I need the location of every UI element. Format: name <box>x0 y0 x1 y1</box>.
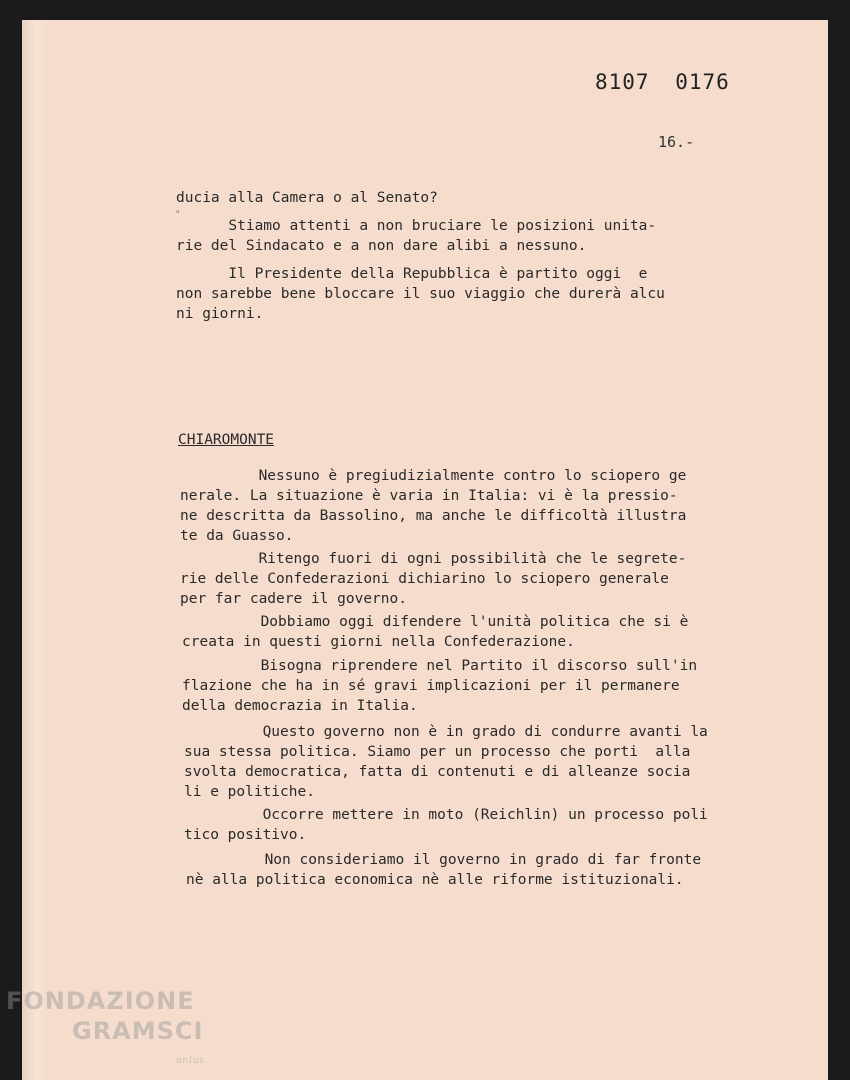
intro-line: Stiamo attenti a non bruciare le posizioni unita- <box>176 218 657 234</box>
paragraph-line: per far cadere il governo. <box>180 591 407 607</box>
paragraph-line: Bisogna riprendere nel Partito il discorso sull'in <box>182 658 698 674</box>
paragraph-line: della democrazia in Italia. <box>182 698 418 714</box>
paragraph-line: nerale. La situazione è varia in Italia: vi è la pressio- <box>180 488 678 504</box>
watermark-line: GRAMSCI <box>72 1017 204 1045</box>
intro-line: Il Presidente della Repubblica è partito oggi e <box>176 266 648 282</box>
intro-line: rie del Sindacato e a non dare alibi a nessuno. <box>176 238 587 254</box>
paragraph-line: Occorre mettere in moto (Reichlin) un processo poli <box>184 807 708 823</box>
paragraph-line: Dobbiamo oggi difendere l'unità politica che si è <box>182 614 689 630</box>
paragraph-line: creata in questi giorni nella Confederazione. <box>182 634 575 650</box>
paragraph-line: sua stessa politica. Siamo per un processo che porti alla <box>184 744 691 760</box>
paragraph-line: te da Guasso. <box>180 528 294 544</box>
paragraph-line: Ritengo fuori di ogni possibilità che le segrete- <box>180 551 687 567</box>
page-binding-edge <box>22 20 46 1080</box>
archive-watermark <box>6 986 206 1066</box>
intro-line: ducia alla Camera o al Senato? <box>176 190 438 206</box>
intro-line: ni giorni. <box>176 306 264 322</box>
page-number: 16.- <box>658 133 695 151</box>
paragraph-line: li e politiche. <box>184 784 315 800</box>
margin-mark: " <box>175 210 181 220</box>
paragraph-line: flazione che ha in sé gravi implicazioni per il permanere <box>182 678 680 694</box>
paragraph-line: svolta democratica, fatta di contenuti e di alleanze socia <box>184 764 691 780</box>
paragraph-line: nè alla politica economica nè alle riforme istituzionali. <box>186 872 684 888</box>
watermark-line: onlus <box>176 1056 206 1066</box>
paragraph-line: Nessuno è pregiudizialmente contro lo sciopero ge <box>180 468 687 484</box>
archive-reference: 8107 0176 <box>595 70 730 94</box>
paragraph-line: ne descritta da Bassolino, ma anche le difficoltà illustra <box>180 508 687 524</box>
paragraph-line: rie delle Confederazioni dichiarino lo sciopero generale <box>180 571 669 587</box>
speaker-heading: CHIAROMONTE <box>178 432 275 448</box>
watermark-line: FONDAZIONE <box>6 987 195 1015</box>
intro-line: non sarebbe bene bloccare il suo viaggio che durerà alcu <box>176 286 665 302</box>
paragraph-line: Questo governo non è in grado di condurre avanti la <box>184 724 708 740</box>
paragraph-line: tico positivo. <box>184 827 307 843</box>
paragraph-line: Non consideriamo il governo in grado di far fronte <box>186 852 702 868</box>
